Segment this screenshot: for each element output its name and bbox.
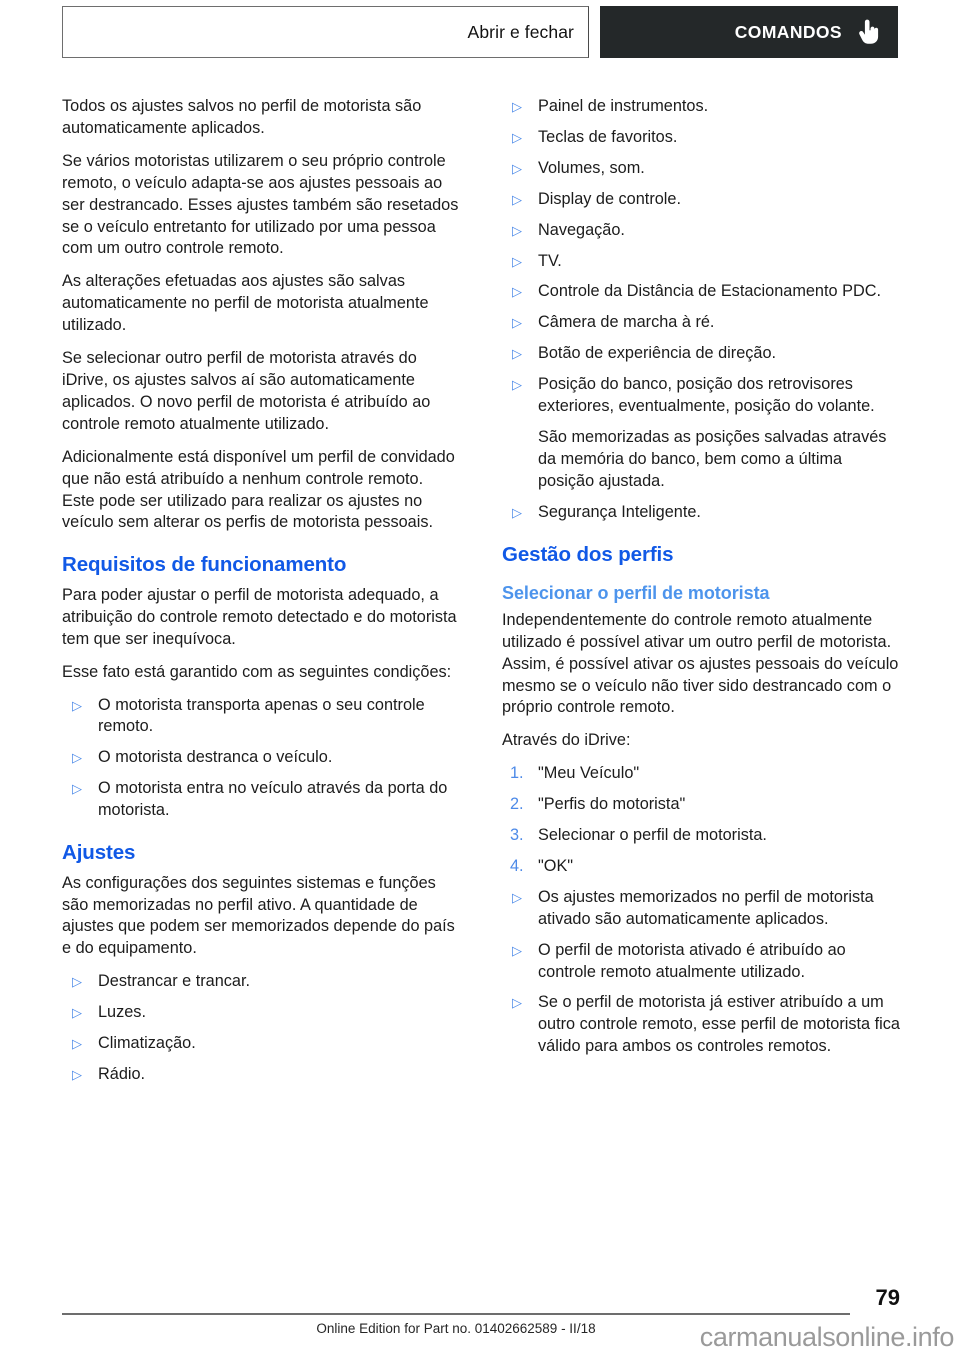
list-item-label: Volumes, som. — [538, 158, 645, 177]
list-item — [62, 971, 460, 993]
page-content — [62, 96, 900, 1095]
step-number: 2. — [510, 795, 524, 814]
triangle-bullet-icon: ▷ — [72, 1005, 82, 1021]
list-item — [62, 1033, 460, 1055]
paragraph: Se vários motoristas utilizarem o seu próprio controle remoto, o veículo adapta-se aos ajustes pessoais ao ser destrancado. Esses ajustes também são resetados se o veículo entretanto for utilizado por uma pessoa com um outro controle remoto. — [62, 151, 459, 258]
watermark: carmanualsonline.info — [699, 1322, 954, 1352]
list-item — [62, 695, 460, 739]
triangle-bullet-icon: ▷ — [512, 129, 522, 145]
list-item-label: "Meu Veículo" — [538, 764, 640, 783]
breadcrumb-label: Abrir e fechar — [467, 21, 574, 42]
list-item-label: Botão de experiência de direção. — [538, 344, 777, 363]
list-item-label: Painel de instrumentos. — [538, 97, 709, 115]
list-item-label: O motorista entra no veículo através da porta do motorista. — [98, 779, 448, 820]
page-header — [62, 6, 898, 58]
list-item-label: O motorista transporta apenas o seu controle remoto. — [98, 695, 425, 736]
pointing-hand-icon — [858, 18, 880, 46]
list-item — [502, 992, 900, 1058]
page-number: 79 — [875, 1285, 900, 1310]
list-item — [62, 1064, 460, 1086]
triangle-bullet-icon: ▷ — [512, 99, 522, 114]
list-item-label: Destrancar e trancar. — [98, 972, 251, 991]
list-item — [502, 127, 900, 149]
list-item-sub-paragraph: São memorizadas as posições salvadas através da memória do banco, bem como a última posição ajustada. — [538, 427, 887, 490]
list-item — [502, 794, 900, 816]
triangle-bullet-icon: ▷ — [72, 1067, 82, 1082]
list-item-label: Luzes. — [98, 1003, 146, 1022]
list-item — [502, 251, 900, 273]
paragraph: As configurações dos seguintes sistemas e funções são memorizadas no perfil ativo. A quantidade de ajustes que podem ser memorizados depende do país e do equipamento. — [62, 873, 455, 958]
list-item — [502, 312, 900, 334]
requisitos-bullet-list — [62, 695, 460, 823]
page-footer — [62, 1285, 900, 1336]
list-item-label: Selecionar o perfil de motorista. — [538, 826, 767, 845]
paragraph: Através do iDrive: — [502, 731, 631, 750]
step-number: 3. — [510, 826, 524, 845]
triangle-bullet-icon: ▷ — [512, 377, 522, 393]
list-item — [502, 856, 900, 878]
footer-divider — [62, 1313, 850, 1315]
list-item — [502, 96, 900, 118]
list-item-label: O perfil de motorista ativado é atribuído ao controle remoto atualmente utilizado. — [538, 940, 846, 981]
paragraph: Esse fato está garantido com as seguintes condições: — [62, 662, 452, 681]
list-item — [502, 158, 900, 180]
gestao-result-bullet-list — [502, 887, 900, 1058]
triangle-bullet-icon: ▷ — [512, 315, 522, 331]
paragraph: Adicionalmente está disponível um perfil de convidado que não está atribuído a nenhum controle remoto. Este pode ser utilizado para realizar os ajustes no veículo sem alterar os perfis de motorista pessoais. — [62, 447, 455, 532]
section-heading-gestao: Gestão dos perfis — [502, 542, 674, 566]
section-heading-requisitos: Requisitos de funcionamento — [62, 553, 347, 577]
list-item — [502, 763, 900, 785]
list-item-label: Climatização. — [98, 1034, 196, 1053]
list-item — [502, 343, 900, 365]
idrive-steps-list — [502, 763, 900, 878]
list-item-label: Posição do banco, posição dos retrovisores exteriores, eventualmente, posição do volante. — [538, 375, 875, 416]
list-item-label: O motorista destranca o veículo. — [98, 748, 333, 767]
edition-line: Online Edition for Part no. 01402662589 - II/18 — [316, 1321, 596, 1336]
list-item-label: "OK" — [538, 856, 574, 875]
triangle-bullet-icon: ▷ — [512, 504, 522, 520]
list-item — [502, 281, 900, 303]
list-item — [502, 189, 900, 211]
list-item-label: "Perfis do motorista" — [538, 795, 686, 814]
step-number: 1. — [510, 764, 524, 783]
list-item-label: TV. — [538, 251, 562, 270]
ajustes-bullet-list-continued — [502, 96, 900, 524]
ajustes-bullet-list — [62, 971, 460, 1086]
list-item-label: Rádio. — [98, 1065, 146, 1083]
step-number: 4. — [510, 856, 524, 875]
list-item — [502, 374, 900, 493]
list-item-label: Câmera de marcha à ré. — [538, 313, 715, 332]
paragraph: Independentemente do controle remoto atualmente utilizado é possível ativar um outro perfil de motorista. Assim, é possível ativar os ajustes pessoais do veículo mesmo se o veículo não tiver sido destrancado com o próprio controle remoto. — [502, 610, 899, 717]
paragraph: Para poder ajustar o perfil de motorista adequado, a atribuição do controle remoto detectado e do motorista tem que ser inequívoca. — [62, 585, 457, 648]
triangle-bullet-icon: ▷ — [512, 889, 522, 905]
paragraph: Todos os ajustes salvos no perfil de motorista são automaticamente aplicados. — [62, 97, 422, 137]
triangle-bullet-icon: ▷ — [72, 750, 82, 766]
left-column — [62, 96, 460, 1095]
list-item-label: Controle da Distância de Estacionamento PDC. — [538, 282, 881, 301]
list-item — [62, 1002, 460, 1024]
chapter-tab-label: COMANDOS — [734, 21, 842, 42]
list-item-label: Se o perfil de motorista já estiver atribuído a um outro controle remoto, esse perfil de motorista fica válido para ambos os controles remotos. — [538, 993, 900, 1056]
list-item — [502, 220, 900, 242]
list-item-label: Segurança Inteligente. — [538, 502, 701, 521]
list-item-label: Os ajustes memorizados no perfil de motorista ativado são automaticamente aplicados. — [538, 887, 874, 928]
list-item — [62, 747, 460, 769]
section-heading-ajustes: Ajustes — [62, 841, 136, 865]
list-item-label: Teclas de favoritos. — [538, 127, 678, 146]
triangle-bullet-icon: ▷ — [72, 974, 82, 990]
triangle-bullet-icon: ▷ — [72, 1036, 82, 1052]
triangle-bullet-icon: ▷ — [512, 160, 522, 176]
subsection-heading-selecionar: Selecionar o perfil de motorista — [502, 583, 770, 604]
triangle-bullet-icon: ▷ — [512, 995, 522, 1011]
list-item — [502, 887, 900, 931]
paragraph: As alterações efetuadas aos ajustes são salvas automaticamente no perfil de motorista atualmente utilizado. — [62, 272, 429, 335]
triangle-bullet-icon: ▷ — [512, 222, 522, 238]
list-item-label: Navegação. — [538, 220, 625, 239]
triangle-bullet-icon: ▷ — [72, 781, 82, 797]
triangle-bullet-icon: ▷ — [72, 697, 82, 713]
chapter-tab-comandos[interactable] — [600, 6, 898, 58]
triangle-bullet-icon: ▷ — [512, 191, 522, 207]
list-item — [502, 502, 900, 524]
list-item — [502, 825, 900, 847]
right-column — [502, 96, 900, 1095]
list-item — [62, 778, 460, 822]
triangle-bullet-icon: ▷ — [512, 253, 522, 269]
breadcrumb-box — [62, 6, 589, 58]
paragraph: Se selecionar outro perfil de motorista através do iDrive, os ajustes salvos aí são automaticamente aplicados. O novo perfil de motorista é atribuído ao controle remoto atualmente utilizado. — [62, 349, 431, 433]
triangle-bullet-icon: ▷ — [512, 346, 522, 362]
list-item-label: Display de controle. — [538, 189, 681, 208]
list-item — [502, 940, 900, 984]
triangle-bullet-icon: ▷ — [512, 284, 522, 300]
triangle-bullet-icon: ▷ — [512, 942, 522, 958]
